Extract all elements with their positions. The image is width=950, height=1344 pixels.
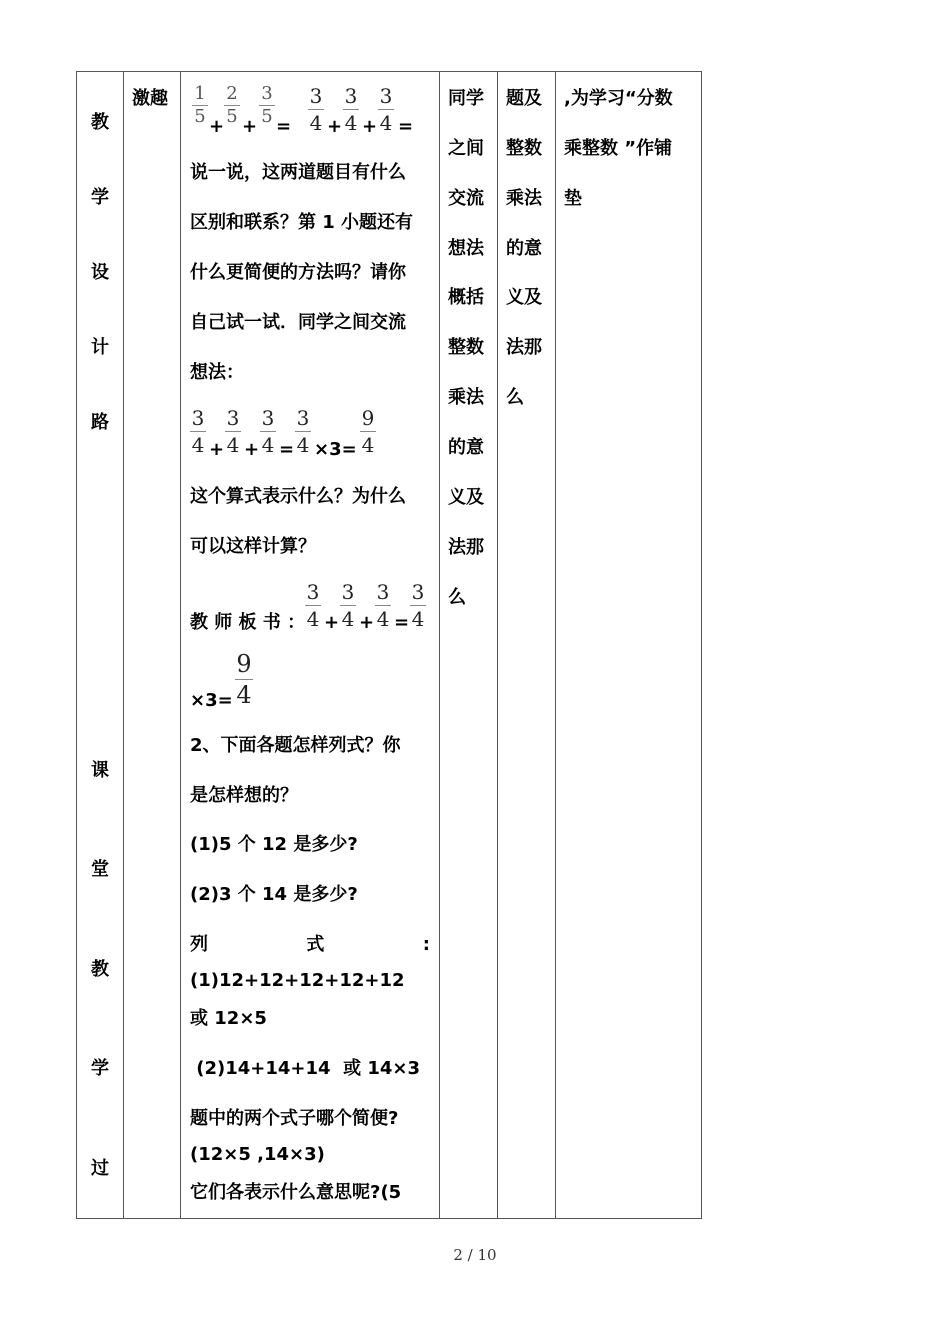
teacher-board-label: 教 师 板 书 ： xyxy=(190,612,306,633)
section-char: 教 xyxy=(91,959,109,980)
text-line: ,为学习“分数 xyxy=(564,88,673,109)
text-line: 整数 xyxy=(448,337,484,358)
plus-sign: + xyxy=(359,612,375,633)
times-three: ×3= xyxy=(190,690,233,711)
text-line: 是怎样想的？ xyxy=(190,785,298,806)
text-line: 概括 xyxy=(448,287,484,308)
fraction: 1 5 xyxy=(192,84,208,127)
stage-label: 激趣 xyxy=(132,88,168,109)
times-three: ×3= xyxy=(314,439,357,460)
fraction: 9 4 xyxy=(361,406,375,457)
section-char: 计 xyxy=(91,337,109,358)
plus-sign: + xyxy=(327,116,343,137)
text-line: 乘法 xyxy=(448,387,484,408)
equals-sign: = xyxy=(394,612,410,633)
goal-cell xyxy=(498,72,556,1219)
fraction: 3 5 xyxy=(259,84,275,127)
fraction: 3 4 xyxy=(226,406,240,457)
lieshi-row xyxy=(190,934,430,956)
stage-cell xyxy=(124,72,181,1219)
student-activity-cell xyxy=(440,72,498,1219)
fraction: 3 4 xyxy=(306,580,320,631)
plus-sign: + xyxy=(324,612,340,633)
fraction: 3 4 xyxy=(379,84,393,135)
text-line: 垫 xyxy=(564,188,582,209)
text-line: 的意 xyxy=(448,437,484,458)
section-label-cell xyxy=(77,72,124,1219)
text-line: 2、下面各题怎样列式？你 xyxy=(190,735,401,756)
text-line: (2)14+14+14 或 14×3 xyxy=(190,1058,421,1079)
text-line: 交流 xyxy=(448,188,484,209)
lesson-table xyxy=(76,71,702,1219)
lieshi-char: 列 xyxy=(190,934,208,955)
page-number: 2 / 10 xyxy=(453,1246,497,1264)
plus-sign: + xyxy=(209,116,225,137)
text-line: 想法： xyxy=(190,362,244,383)
text-line: 整数 xyxy=(506,138,542,159)
text-line: 题中的两个式子哪个简便? xyxy=(190,1108,399,1129)
section-char: 教 xyxy=(91,112,109,133)
text-line: 的意 xyxy=(506,238,542,259)
text-line: 么 xyxy=(448,587,466,608)
text-line: 之间 xyxy=(448,138,484,159)
section-char: 设 xyxy=(91,262,109,283)
section-char: 学 xyxy=(91,1058,109,1079)
text-line: 自己试一试．同学之间交流 xyxy=(190,312,406,333)
text-line: 想法 xyxy=(448,238,484,259)
text-line: 法那 xyxy=(448,537,484,558)
text-line: 法那 xyxy=(506,337,542,358)
equals-sign: = xyxy=(279,439,295,460)
text-line: 什么更简便的方法吗？请你 xyxy=(190,262,406,283)
fraction: 3 4 xyxy=(376,580,390,631)
plus-sign: + xyxy=(244,439,260,460)
equals-sign: = xyxy=(276,116,292,137)
fraction: 3 4 xyxy=(309,84,323,135)
text-line: 说一说，这两道题目有什么 xyxy=(190,162,406,183)
text-line: 可以这样计算？ xyxy=(190,536,316,557)
text-line: 题及 xyxy=(506,88,542,109)
section-char: 堂 xyxy=(91,859,109,880)
fraction: 3 4 xyxy=(261,406,275,457)
text-line: (2)3 个 14 是多少? xyxy=(190,884,358,905)
fraction: 3 4 xyxy=(191,406,205,457)
text-line: 乘整数 ”作铺 xyxy=(564,138,673,159)
text-line: (1)12+12+12+12+12 xyxy=(190,970,405,991)
text-line: 区别和联系？第 1 小题还有 xyxy=(190,212,414,233)
section-char: 课 xyxy=(91,760,109,781)
section-char: 过 xyxy=(91,1158,109,1179)
plus-sign: + xyxy=(362,116,378,137)
text-line: 它们各表示什么意思呢?(5 xyxy=(190,1182,402,1203)
section-char: 路 xyxy=(91,412,109,433)
plus-sign: + xyxy=(209,439,225,460)
fraction: 9 4 xyxy=(236,650,252,709)
text-line: (12×5 ,14×3) xyxy=(190,1144,325,1165)
fraction: 3 4 xyxy=(296,406,310,457)
fraction: 3 4 xyxy=(341,580,355,631)
lieshi-char: 式 xyxy=(306,934,325,955)
fraction: 2 5 xyxy=(224,84,240,127)
design-intent-cell xyxy=(556,72,702,1219)
text-line: 义及 xyxy=(506,287,542,308)
text-line: 这个算式表示什么？为什么 xyxy=(190,486,406,507)
fraction: 3 4 xyxy=(344,84,358,135)
plus-sign: + xyxy=(242,116,258,137)
text-line: 或 12×5 xyxy=(190,1008,267,1029)
text-line: 乘法 xyxy=(506,188,542,209)
equals-sign: = xyxy=(398,116,414,137)
text-line: 么 xyxy=(506,387,524,408)
text-line: 同学 xyxy=(448,88,484,109)
lieshi-char: : xyxy=(422,934,430,955)
fraction: 3 4 xyxy=(411,580,425,631)
text-line: (1)5 个 12 是多少? xyxy=(190,834,358,855)
text-line: 义及 xyxy=(448,487,484,508)
section-char: 学 xyxy=(91,187,109,208)
content-cell xyxy=(181,72,440,1219)
